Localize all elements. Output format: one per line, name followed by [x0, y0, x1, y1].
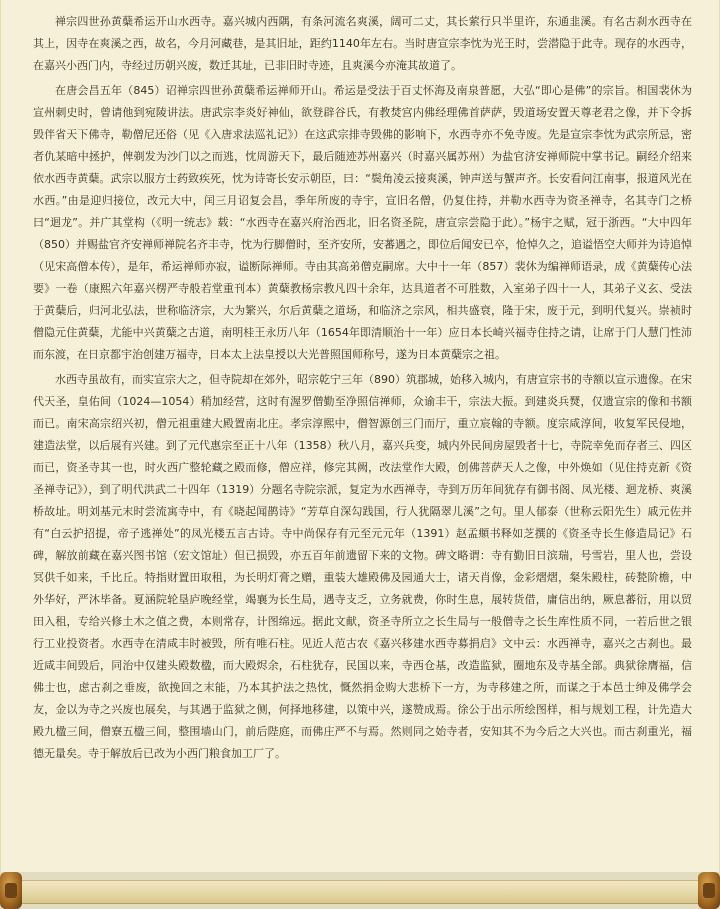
scroll-bottom-decoration [0, 872, 720, 909]
scroll-knob-left-icon [0, 872, 22, 909]
article-paragraph-1: 禅宗四世孙黄蘖希运开山水西寺。嘉兴城内西隅，有条河流名爽溪，阔可二丈，其长萦行只半里许，东通韭溪。有名古刹水西寺在其上，因寺在爽溪之西，故名，今月河藏巷，是其旧址，距约1140年左右。当时唐宣宗李忱为光王时，尝潜隐于此寺。现存的水西寺，在嘉兴小西门内，寺经过历朝兴废，数迁其址，已非旧时寺迹，且爽溪今亦淹其故道了。 [33, 15, 692, 72]
article-body [33, 11, 692, 768]
scroll-knob-right-icon [698, 872, 720, 909]
scroll-band [18, 880, 702, 904]
article-paragraph-3: 水西寺虽故有，而实宣宗大之，但寺院却在郊外，昭宗乾宁三年（890）筑郡城，始移入城内，有唐宣宗书的寺额以宣示遗像。在宋代天圣，皇佑间（1024—1054）稍加经营，这时有渥罗僧勤至净照信禅师，众谕丰干，宗法大振。到建炎兵燹，仅遗宣宗的像和书额而已。南宋高宗绍兴初，僧元祖重建大殿置南北庄。孝宗淳熙中，僧智源创三门而厅，重立宸翰的寺额。度宗咸淳间，收复军民侵地，建造法堂，以后展有兴建。到了元代惠宗至正十八年（1358）秋八月，嘉兴兵变，城内外民间房屋毁者十七，寺院幸免而存者三、四区而已，资圣寺其一也，时火西广整轮藏之殿而修，僧应祥，修完其阙，改法堂作大殿，创佛菩萨天人之像，中外焕如（见住持克新《资圣禅寺记》），到了明代洪武二十四年（1319）分题名寺院宗派，复定为水西禅寺，寺到万历年间犹存有御书阁、凤光楼、迴龙桥、爽溪桥故址。明刘基元末时尝流寓寺中，有《晓起闻鹊诗》“芳草自深勾践国，行人犹隔翠儿溪”之句。里人郁泰（世称云阳先生）戚元佐并有“白云护招提，帝子逃禅处”的凤光楼五言古诗。寺中尚保存有元至元元年（1391）赵孟頫书释如芝撰的《资圣寺长生修造局记》石碑，解放前藏在嘉兴图书馆（宏文馆址）但已损毁，亦五百年前遗留下来的文物。碑文略谓：寺有勤旧日滨瑞，号雪岩，里人也，尝设冥供千如来，千比丘。特指财置田取租，为长明灯膏之赠，重装大雄殿佛及园通大士，诸天肖像，金彩熠熠，粲朱殿柱，砖甃阶檐，中外华好，严沐毕备。夏涵院轮垦庐晚经堂，竭襄为长生局，遇寺支乏，立务就费，你时生息，展转货借，庸信出纳，厥息蕃衍，用以贸田入租，专给兴修土木之值之费，本则常存，计图绵远。据此文献，资圣寺所立之长生局与一般僧寺之长生库性质不同，一若后世之银行工业投资者。水西寺在清咸丰时被毁，所有唯石柱。见近人范古农《嘉兴移建水西寺募捐启》文中云：水西禅寺，嘉兴之古刹也。最近咸丰间毁后，同治中仅建头殿数楹，而大殿烬余，石柱犹存，民国以来，寺西仓基，改造监狱，圈地东及寺基全部。典狱徐膺福，信佛士也，虑古刹之垂废，欲挽回之末能，乃本其护法之热忱，慨然捐金购大悲桥下一方，为寺移建之所，而谋之于本邑士绅及佛学会友，金以为寺之兴废也展矣，与其遇于监狱之侧，何择地移建，以策中兴，遂赞成焉。徐公于出示所绘图样，相与规划工程，计先造大殿九楹三间，僧寮五楹三间，整围墙山门，前后陛庭，而佛庄严不与焉。然则同之始寺者，安知其不为今后之大兴也。而古刹重光，福德无量矣。寺于解放后已改为小西门粮食加工厂了。 [33, 373, 692, 760]
article-paragraph-2: 在唐会昌五年（845）诏禅宗四世孙黄蘖希运禅师开山。希运是受法于百丈怀海及南泉普愿，大弘“即心是佛”的宗旨。相国裴休为宣州刺史时，曾请他到宛陵讲法。唐武宗李炎好神仙，欲登辟谷氏，有教焚宫内佛经理佛首萨萨，毁道场安置天尊老君之像，并下令拆毁伴省天下佛寺，勒僧尼还俗（见《入唐求法巡礼记》）在这武宗排寺毁佛的影响下，水西寺亦不免寺废。先是宣宗李忱为武宗所忌，密者仇某暗中拯护，俾剃发为沙门以之而逃，忱周游天下，最后随迹苏州嘉兴（时嘉兴属苏州）为盐官济安禅师院中掌书记。嗣经介绍来依水西寺黄蘖。武宗以服方士药致疾死，忱为诗寄长安示朝臣，曰：“鬓角凌云接爽溪，钟声送与蟹声齐。长安看问江南事，报道风光在水西。”由是迎归接位，改元大中，闰三月诏复会昌，季年所废的寺宇，宣旧名僧，仍复住持，并勒水西寺为资圣禅寺，名其寺门之桥曰“迴龙”。并广其堂构（《明一统志》载：“水西寺在嘉兴府治西北，旧名资圣院，唐宣宗尝隐于此）。”杨宇之赋，冠于浙西。“大中四年（850）并赐盐官齐安禅师禅院名齐丰寺，忱为行脚僧时，至齐安所，安蕃遇之，即位后闻安已卒，怆悼久之，追谥悟空大师并为诗追悼（见宋高僧本传），是年，希运禅师亦寂，谥断际禅师。寺由其高弟僧克嗣席。大中十一年（857）裴休为编禅师语录，成《黄蘖传心法要》一卷（康熙六年嘉兴楞严寺般若堂重刊本）黄蘖教杨宗教凡四十余年，达具道者不可胜数，入室弟子四十一人，其弟子义玄、受法于黄蘖后，归河北弘法，世称临济宗，大为繁兴，尔后黄蘖之道场，和临济之宗风，相共盛衰，隆于宋，废于元，到明代复兴。崇祯时僧隐元住黄蘖，尤能中兴黄蘖之古道，南明桂王永历八年（1654年即清顺治十一年）应日本长崎兴福寺住持之请，让席于门人慧门性沛而东渡，在日京都宇治创建万福寺，日本太上法皇授以大光普照国师称号，遂为日本黄蘖宗之祖。 [33, 84, 692, 361]
